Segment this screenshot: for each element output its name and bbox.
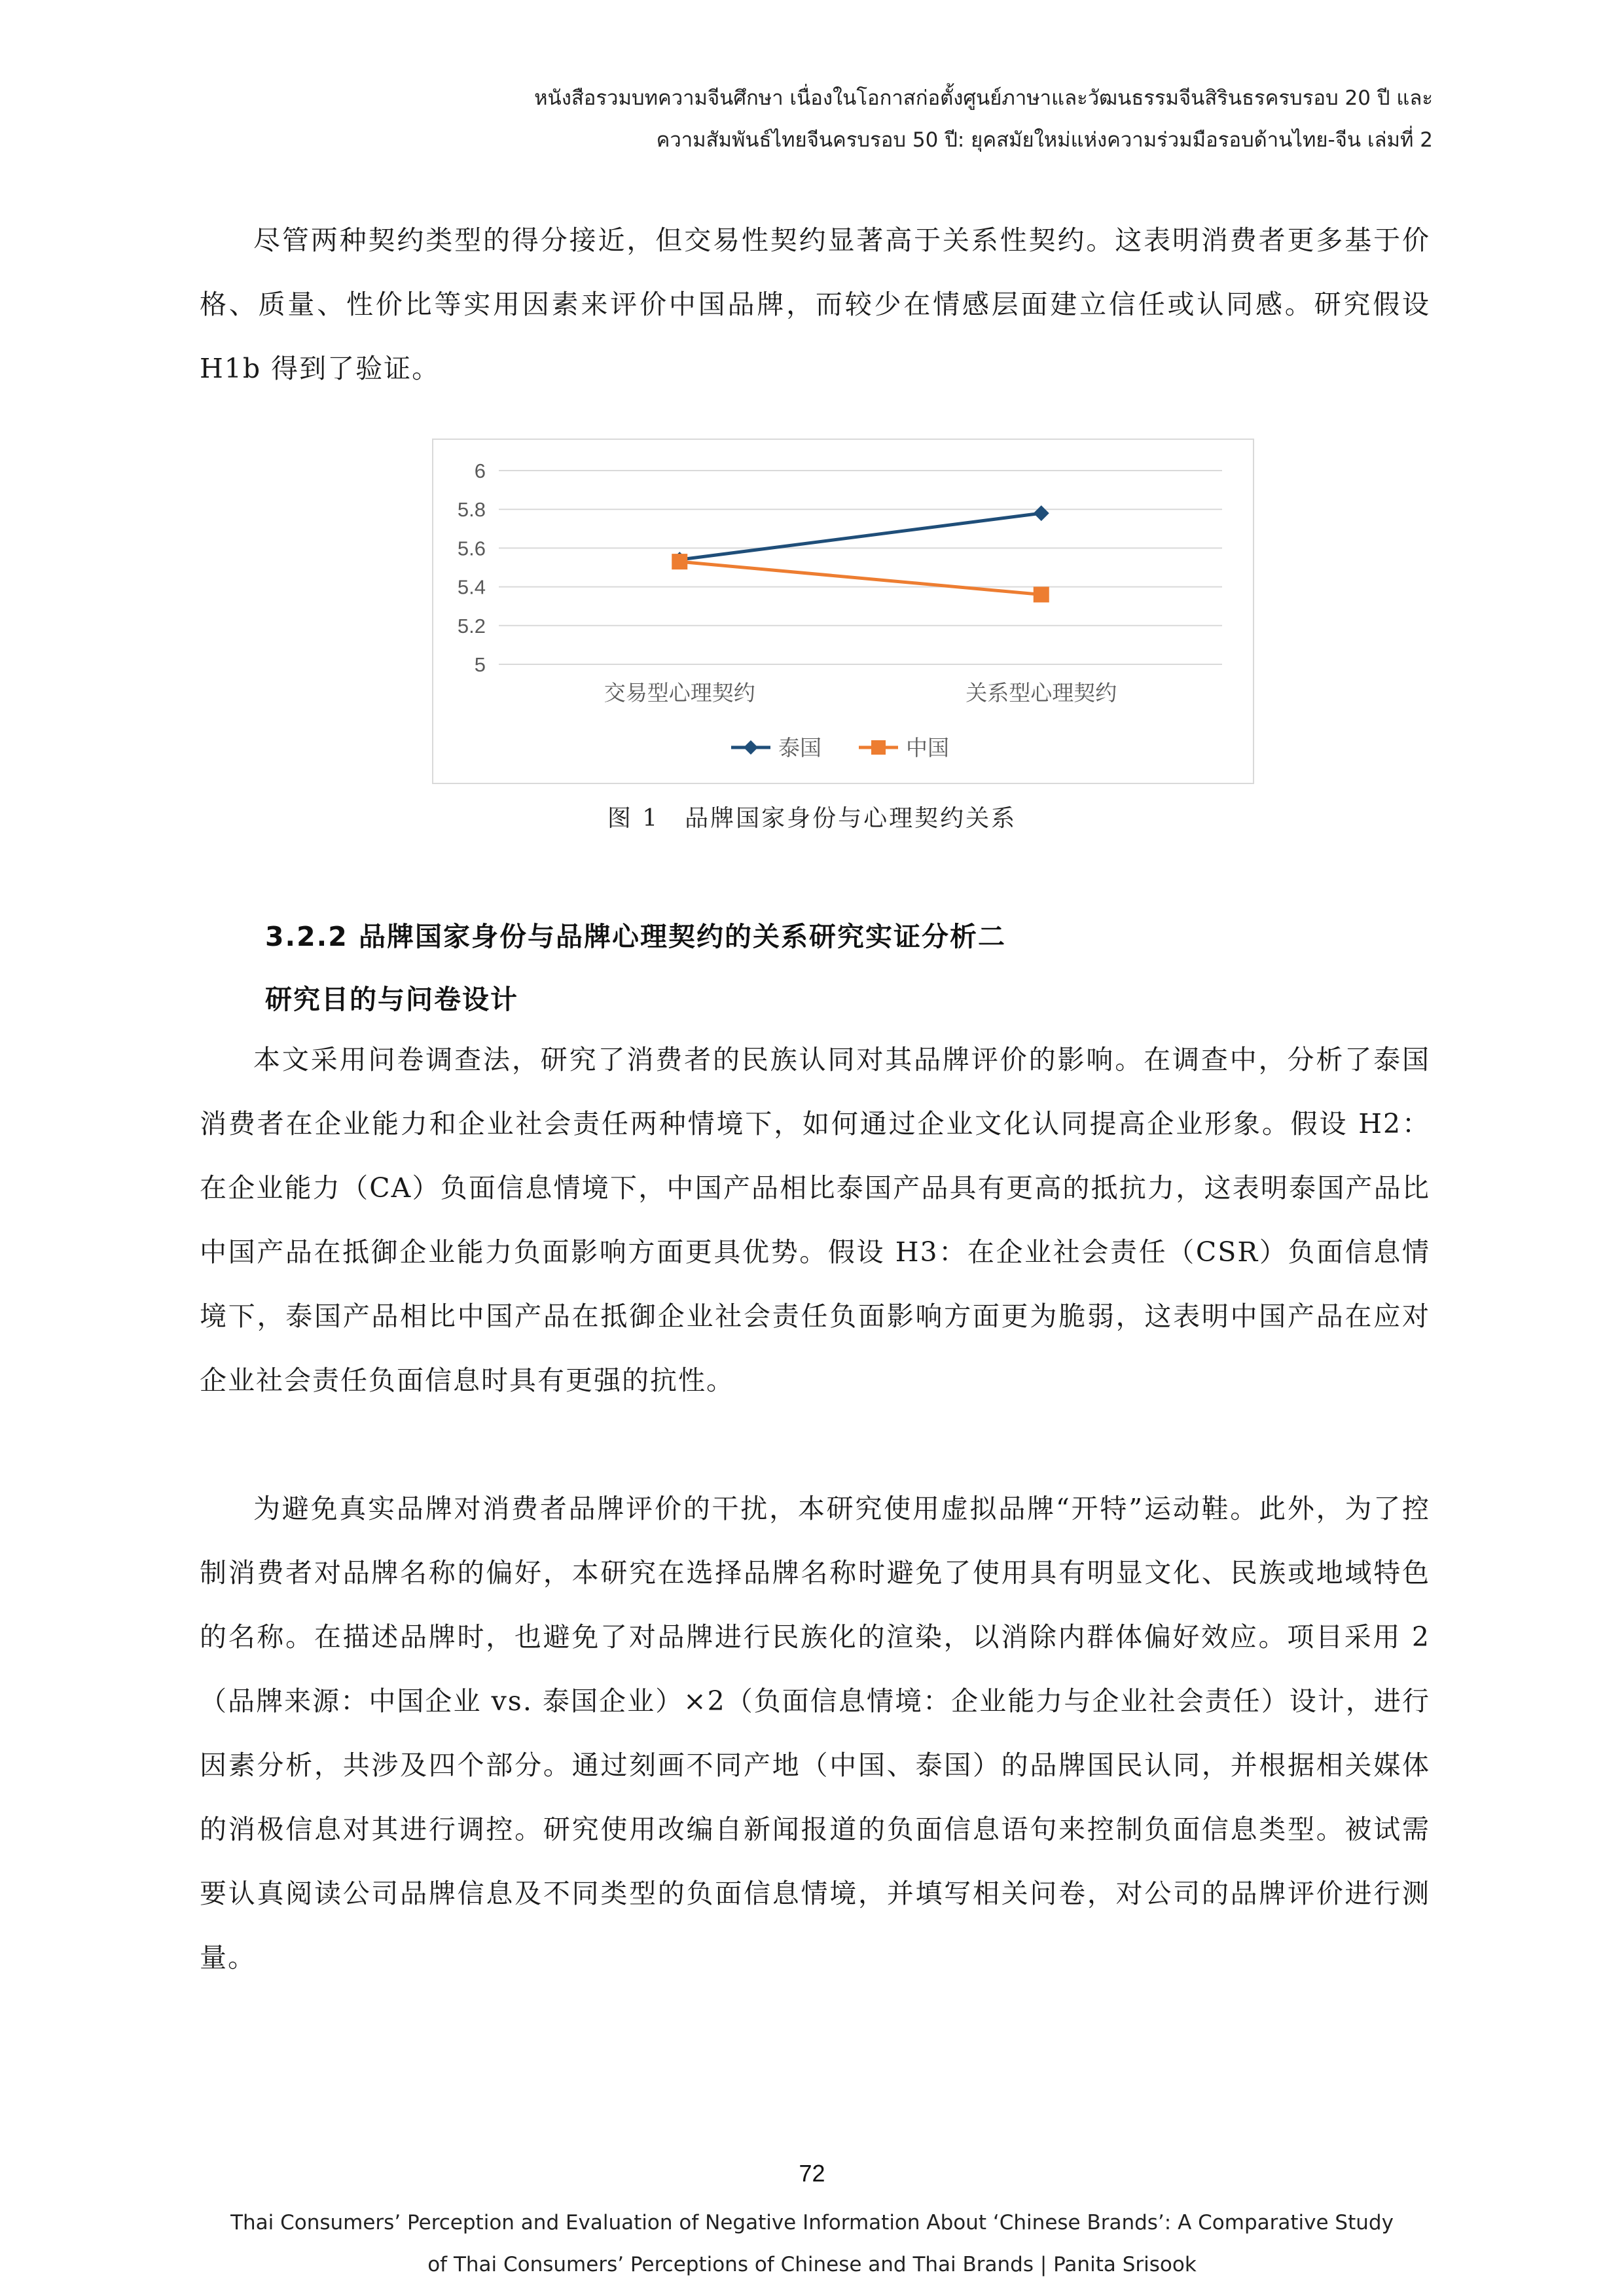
paragraph-3: 为避免真实品牌对消费者品牌评价的干扰，本研究使用虚拟品牌“开特”运动鞋。此外，为了控制消费者对品牌名称的偏好，本研究在选择品牌名称时避免了使用具有明显文化、民族或地域特色的名称。在描述品牌时，也避免了对品牌进行民族化的渲染，以消除内群体偏好效应。项目采用 2（品牌来源：中国企业 vs. 泰国企业）×2（负面信息情境：企业能力与企业社会责任）设计，进行因素分析，共涉及四个部分。通过刻画不同产地（中国、泰国）的品牌国民认同，并根据相关媒体的消极信息对其进行调控。研究使用改编自新闻报道的负面信息语句来控制负面信息类型。被试需要认真阅读公司品牌信息及不同类型的负面信息情境，并填写相关问卷，对公司的品牌评价进行测量。 bbox=[200, 1493, 1430, 1973]
series-line-2 bbox=[679, 562, 1041, 594]
data-point bbox=[672, 554, 687, 569]
data-point bbox=[1034, 586, 1049, 602]
y-tick-label: 6 bbox=[474, 459, 486, 482]
running-footer bbox=[0, 2202, 1624, 2286]
x-tick-label: 关系型心理契约 bbox=[965, 681, 1117, 705]
intro-paragraph: 尽管两种契约类型的得分接近，但交易性契约显著高于关系性契约。这表明消费者更多基于价格、质量、性价比等实用因素来评价中国品牌，而较少在情感层面建立信任或认同感。研究假设 H1b 得到了验证。 bbox=[200, 224, 1430, 384]
y-tick-label: 5.2 bbox=[457, 614, 486, 637]
x-tick-label: 交易型心理契约 bbox=[604, 681, 755, 705]
y-tick-label: 5.6 bbox=[457, 537, 486, 560]
footer-line-2: of Thai Consumers’ Perceptions of Chinese and Thai Brands | Panita Srisook bbox=[427, 2253, 1197, 2276]
chart-svg bbox=[433, 440, 1255, 785]
legend-marker bbox=[871, 740, 886, 755]
subheading: 研究目的与问卷设计 bbox=[265, 984, 518, 1015]
legend-marker bbox=[744, 740, 758, 755]
paragraph-2: 本文采用问卷调查法，研究了消费者的民族认同对其品牌评价的影响。在调查中，分析了泰国消费者在企业能力和企业社会责任两种情境下，如何通过企业文化认同提高企业形象。假设 H2：在企业能力（CA）负面信息情境下，中国产品相比泰国产品具有更高的抵抗力，这表明泰国产品比中国产品在抵御企业能力负面影响方面更具优势。假设 H3：在企业社会责任（CSR）负面信息情境下，泰国产品相比中国产品在抵御企业社会责任负面影响方面更为脆弱，这表明中国产品在应对企业社会责任负面信息时具有更强的抗性。 bbox=[200, 1044, 1430, 1396]
y-tick-label: 5.4 bbox=[457, 575, 486, 599]
legend-label: 中国 bbox=[906, 736, 949, 760]
header-line-1: หนังสือรวมบทความจีนศึกษา เนื่องในโอกาสก่อตั้งศูนย์ภาษาและวัฒนธรรมจีนสิรินธรครบรอบ 20 ปี และ bbox=[534, 86, 1433, 110]
figure-caption: 图 1 品牌国家身份与心理契约关系 bbox=[607, 805, 1017, 832]
y-tick-label: 5 bbox=[474, 653, 486, 676]
line-chart bbox=[432, 439, 1254, 784]
legend-label: 泰国 bbox=[778, 736, 821, 760]
footer-line-1: Thai Consumers’ Perception and Evaluation of Negative Information About ‘Chinese Brands’: A Comparative Study bbox=[230, 2211, 1394, 2234]
header-line-2: ความสัมพันธ์ไทยจีนครบรอบ 50 ปี: ยุคสมัยใหม่แห่งความร่วมมือรอบด้านไทย-จีน เล่มที่ 2 bbox=[656, 128, 1433, 152]
section-heading: 3.2.2 品牌国家身份与品牌心理契约的关系研究实证分析二 bbox=[265, 921, 1007, 952]
running-header bbox=[534, 77, 1433, 161]
page-number: 72 bbox=[799, 2160, 825, 2187]
series-line-1 bbox=[679, 513, 1041, 560]
y-tick-label: 5.8 bbox=[457, 498, 486, 522]
data-point bbox=[1034, 505, 1049, 521]
